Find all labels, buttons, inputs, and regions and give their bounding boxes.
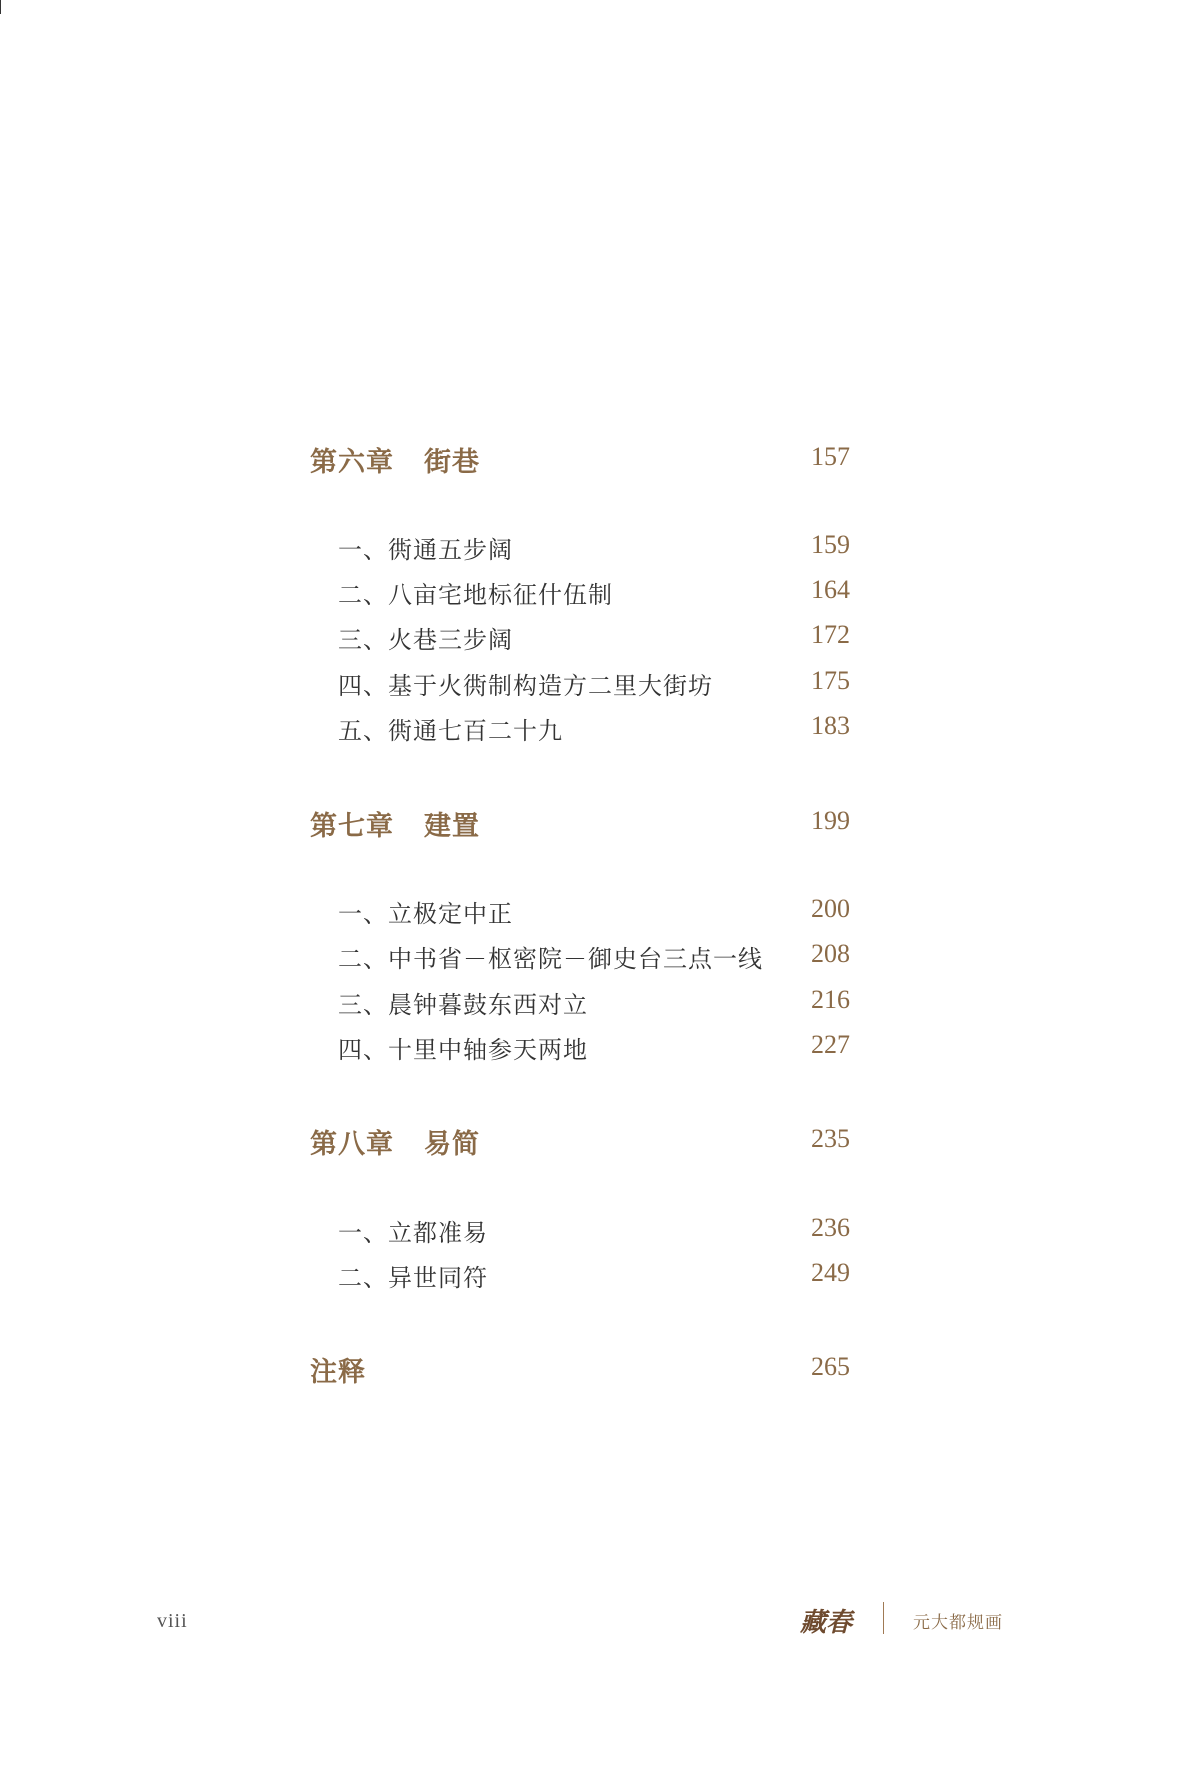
table-of-contents: [310, 0, 853, 1783]
toc-entry[interactable]: [310, 1256, 850, 1296]
toc-entry[interactable]: [310, 892, 850, 932]
toc-entry-page-number: 216: [811, 985, 850, 1014]
toc-entry[interactable]: [310, 528, 850, 568]
page-folio: viii: [157, 1610, 188, 1632]
toc-entry-label: 三、火巷三步阔: [338, 626, 513, 654]
toc-entry-label: 二、异世同符: [338, 1264, 488, 1292]
toc-entry-page-number: 208: [811, 939, 850, 968]
notes-heading: 注释: [310, 1357, 366, 1388]
toc-entry-page-number: 159: [811, 530, 850, 559]
toc-entry-label: 二、中书省－枢密院－御史台三点一线: [338, 945, 763, 973]
toc-entry[interactable]: [310, 1211, 850, 1251]
chapter-6-page-number: 157: [811, 442, 850, 471]
toc-notes[interactable]: [310, 1350, 850, 1390]
toc-entry[interactable]: [310, 937, 850, 977]
toc-entry-label: 四、基于火衖制构造方二里大街坊: [338, 672, 713, 700]
series-logo: 藏春: [800, 1608, 853, 1638]
chapter-7-heading: 第七章 建置: [310, 811, 480, 842]
toc-chapter-8[interactable]: [310, 1122, 850, 1162]
toc-entry-page-number: 249: [811, 1258, 850, 1287]
toc-entry-label: 一、立极定中正: [338, 900, 513, 928]
chapter-6-heading: 第六章 街巷: [310, 447, 480, 478]
toc-entry[interactable]: [310, 618, 850, 658]
toc-entry-page-number: 175: [811, 666, 850, 695]
toc-entry[interactable]: [310, 664, 850, 704]
toc-entry-page-number: 236: [811, 1213, 850, 1242]
toc-chapter-6[interactable]: [310, 440, 850, 480]
toc-entry-page-number: 183: [811, 711, 850, 740]
toc-entry-label: 五、衖通七百二十九: [338, 717, 563, 745]
toc-entry[interactable]: [310, 1028, 850, 1068]
book-title: 元大都规画: [913, 1613, 1003, 1633]
crop-mark: [0, 0, 1, 14]
toc-entry-label: 二、八亩宅地标征什伍制: [338, 581, 613, 609]
toc-entry-label: 四、十里中轴参天两地: [338, 1036, 588, 1064]
toc-entry-page-number: 172: [811, 620, 850, 649]
toc-entry[interactable]: [310, 573, 850, 613]
chapter-8-page-number: 235: [811, 1124, 850, 1153]
toc-entry-label: 一、衖通五步阔: [338, 536, 513, 564]
chapter-7-page-number: 199: [811, 806, 850, 835]
footer-divider: [883, 1602, 884, 1634]
toc-entry-page-number: 227: [811, 1030, 850, 1059]
chapter-8-heading: 第八章 易简: [310, 1129, 480, 1160]
toc-entry-label: 三、晨钟暮鼓东西对立: [338, 991, 588, 1019]
toc-entry[interactable]: [310, 983, 850, 1023]
toc-entry-label: 一、立都准易: [338, 1219, 488, 1247]
toc-entry-page-number: 200: [811, 894, 850, 923]
notes-page-number: 265: [811, 1352, 850, 1381]
toc-entry[interactable]: [310, 709, 850, 749]
running-footer: [800, 1600, 1030, 1640]
toc-chapter-7[interactable]: [310, 804, 850, 844]
toc-entry-page-number: 164: [811, 575, 850, 604]
